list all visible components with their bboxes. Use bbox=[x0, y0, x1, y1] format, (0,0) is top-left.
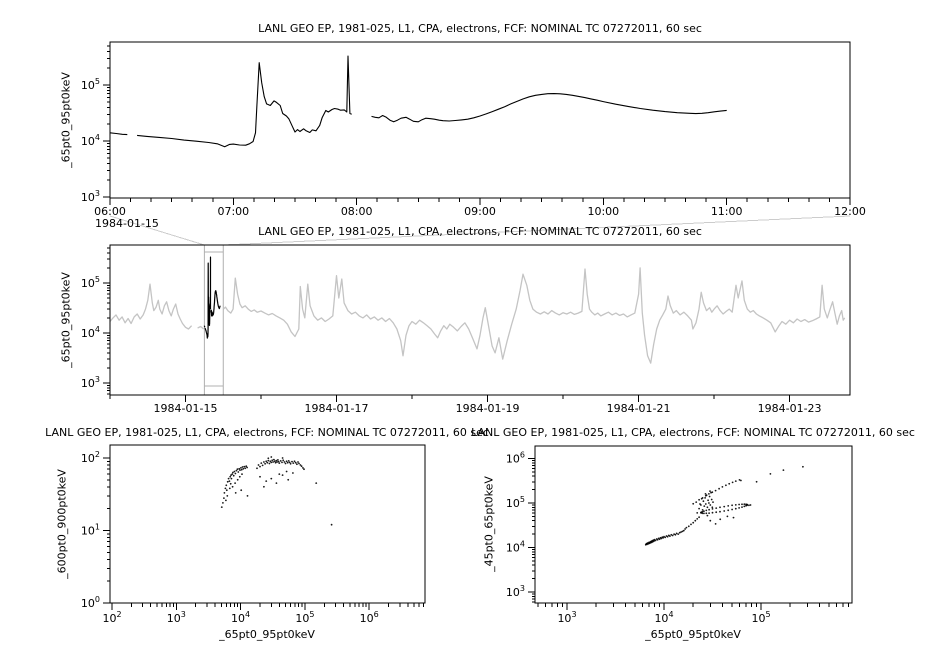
svg-text:06:00: 06:00 bbox=[94, 205, 126, 218]
svg-text:104: $10^4$ bbox=[505, 539, 525, 555]
svg-text:103: $10^3$ bbox=[557, 610, 577, 625]
scatter-right-ylabel: _45pt0_65pt0keV bbox=[482, 476, 496, 572]
svg-text:104: $10^4$ bbox=[80, 133, 100, 149]
svg-text:1984-01-21: 1984-01-21 bbox=[606, 402, 671, 415]
top-panel-date-context-label: 1984-01-15 bbox=[95, 217, 159, 230]
svg-text:105: $10^5$ bbox=[505, 495, 525, 511]
svg-text:105: $10^5$ bbox=[295, 610, 315, 625]
context-selection-box[interactable] bbox=[204, 245, 224, 395]
svg-text:10:00: 10:00 bbox=[587, 205, 620, 218]
svg-text:104: $10^4$ bbox=[654, 610, 674, 625]
svg-text:12:00: 12:00 bbox=[834, 205, 866, 218]
svg-text:105: $10^5$ bbox=[80, 274, 100, 290]
svg-text:104: $10^4$ bbox=[231, 610, 251, 625]
svg-text:102: $10^2$ bbox=[102, 610, 122, 625]
scatter-left-title: LANL GEO EP, 1981-025, L1, CPA, electrons, FCF: NOMINAL TC 07272011, 60 sec bbox=[45, 426, 489, 439]
svg-text:105: $10^5$ bbox=[751, 610, 771, 625]
svg-text:106: $10^6$ bbox=[359, 610, 379, 625]
svg-text:102: $10^2$ bbox=[80, 449, 100, 465]
context-panel-title: LANL GEO EP, 1981-025, L1, CPA, electrons, FCF: NOMINAL TC 07272011, 60 sec bbox=[258, 225, 702, 238]
top-panel-plot-area[interactable] bbox=[110, 42, 850, 198]
context-panel-ylabel: _65pt0_95pt0keV bbox=[59, 272, 73, 368]
svg-text:104: $10^4$ bbox=[80, 324, 100, 340]
svg-text:1984-01-19: 1984-01-19 bbox=[455, 402, 520, 415]
scatter-left-ylabel: _600pt0_900pt0keV bbox=[55, 469, 69, 579]
svg-text:1984-01-15: 1984-01-15 bbox=[153, 402, 218, 415]
svg-text:103: $10^3$ bbox=[80, 374, 100, 390]
svg-text:103: $10^3$ bbox=[505, 584, 525, 600]
svg-text:100: $10^0$ bbox=[80, 595, 100, 610]
svg-text:101: $10^1$ bbox=[80, 522, 100, 538]
svg-text:08:00: 08:00 bbox=[340, 205, 373, 218]
top-panel-ylabel: _65pt0_95pt0keV bbox=[59, 72, 73, 168]
svg-text:1984-01-23: 1984-01-23 bbox=[757, 402, 822, 415]
svg-text:103: $10^3$ bbox=[166, 610, 186, 625]
svg-text:11:00: 11:00 bbox=[710, 205, 743, 218]
svg-text:105: $10^5$ bbox=[80, 77, 100, 93]
svg-text:103: $10^3$ bbox=[80, 189, 100, 205]
scatter-left-plot-area[interactable] bbox=[110, 445, 425, 603]
scatter-right-plot-area[interactable] bbox=[535, 446, 852, 603]
scatter-right-xlabel: _65pt0_95pt0keV bbox=[645, 628, 741, 641]
scatter-left-xlabel: _65pt0_95pt0keV bbox=[219, 628, 315, 641]
svg-text:09:00: 09:00 bbox=[464, 205, 496, 218]
svg-text:07:00: 07:00 bbox=[217, 205, 250, 218]
svg-text:106: $10^6$ bbox=[505, 450, 525, 466]
svg-text:1984-01-17: 1984-01-17 bbox=[304, 402, 369, 415]
scatter-right-title: LANL GEO EP, 1981-025, L1, CPA, electrons, FCF: NOMINAL TC 07272011, 60 sec bbox=[471, 426, 915, 439]
top-panel-title: LANL GEO EP, 1981-025, L1, CPA, electrons, FCF: NOMINAL TC 07272011, 60 sec bbox=[258, 22, 702, 35]
